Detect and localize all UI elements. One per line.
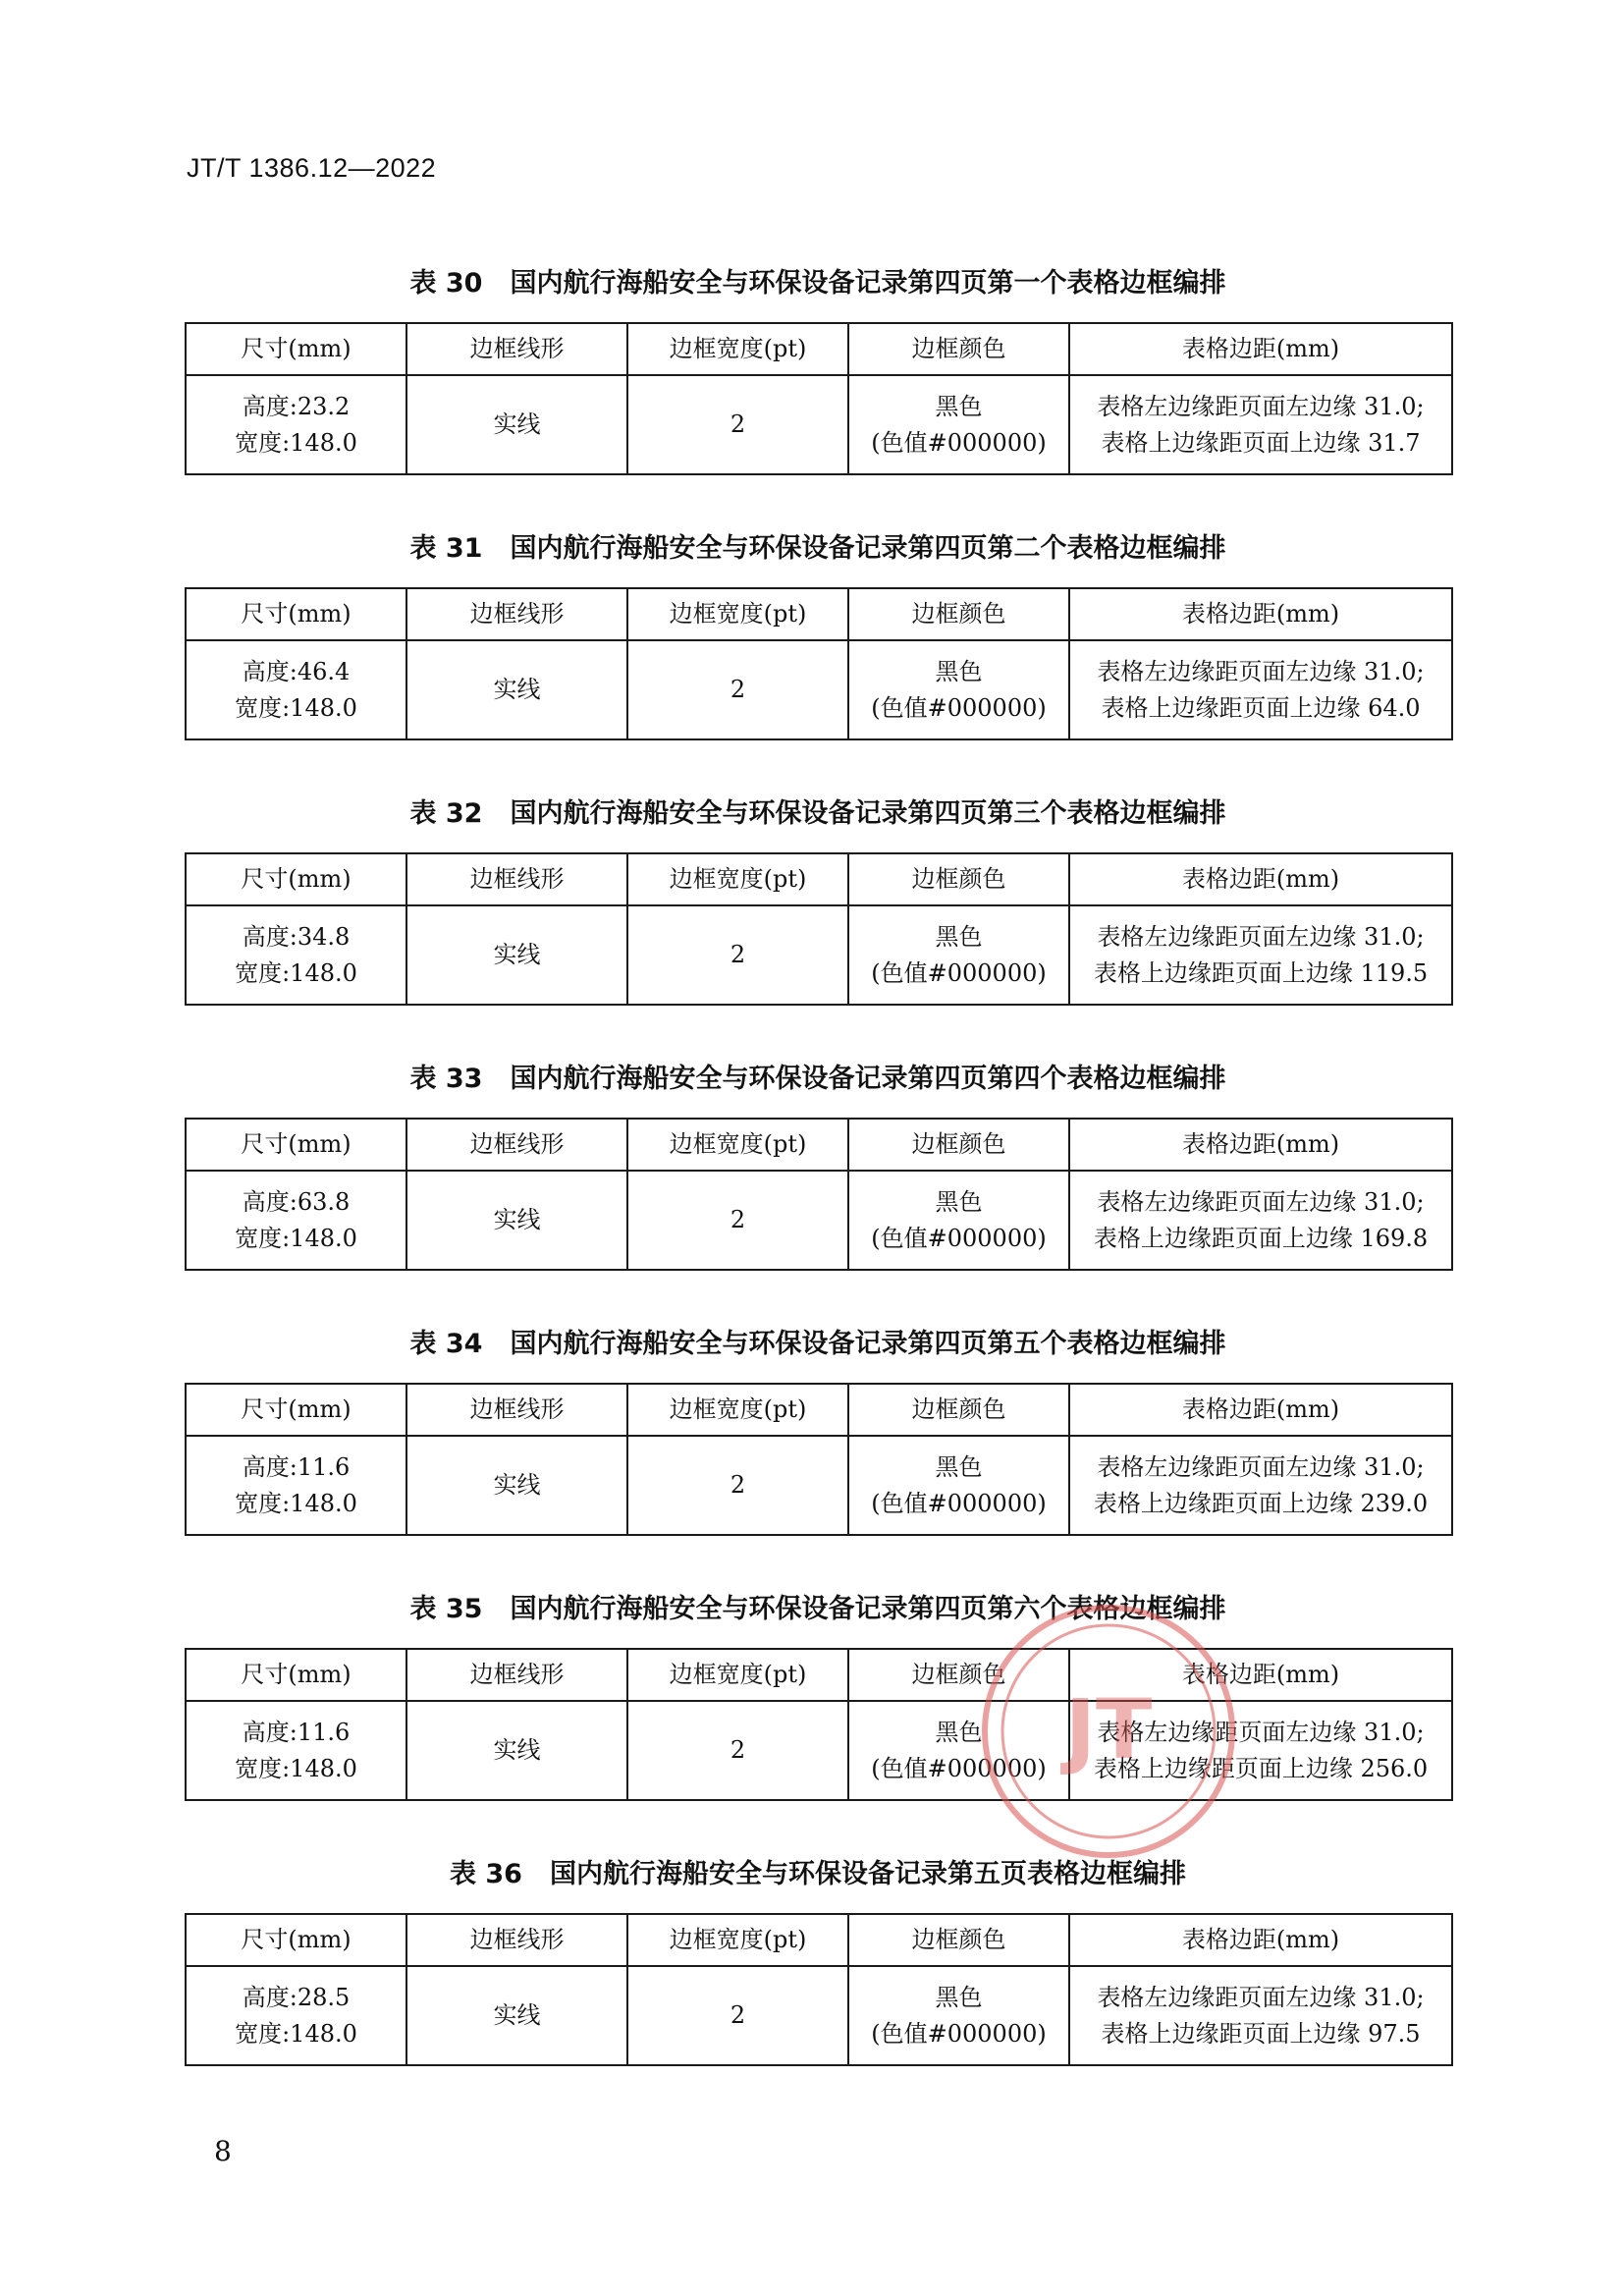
table-row (186, 905, 1452, 1005)
table-caption (185, 1852, 1451, 1890)
header-row (186, 1649, 1452, 1701)
table-row (186, 1966, 1452, 2065)
cell-line-width: 2 (627, 640, 848, 739)
cell-color: 黑色 (色值#000000) (848, 1436, 1069, 1535)
header-size: 尺寸(mm) (186, 1649, 406, 1701)
header-margin: 表格边距(mm) (1069, 1119, 1452, 1171)
table-title: 国内航行海船安全与环保设备记录第四页第二个表格边框编排 (510, 533, 1226, 564)
header-size: 尺寸(mm) (186, 853, 406, 905)
header-line-width: 边框宽度(pt) (627, 853, 848, 905)
table-title: 国内航行海船安全与环保设备记录第四页第四个表格边框编排 (510, 1064, 1226, 1094)
border-spec-table (185, 852, 1453, 1006)
table-row (186, 375, 1452, 474)
header-line-style: 边框线形 (406, 1384, 627, 1436)
table-title: 国内航行海船安全与环保设备记录第五页表格边框编排 (549, 1859, 1186, 1889)
cell-size: 高度:63.8 宽度:148.0 (186, 1171, 406, 1270)
cell-margin: 表格左边缘距页面左边缘 31.0; 表格上边缘距页面上边缘 97.5 (1069, 1966, 1452, 2065)
cell-line-width: 2 (627, 375, 848, 474)
header-size: 尺寸(mm) (186, 1384, 406, 1436)
cell-line-style: 实线 (406, 1966, 627, 2065)
header-size: 尺寸(mm) (186, 1119, 406, 1171)
table-caption (185, 1587, 1451, 1625)
header-line-width: 边框宽度(pt) (627, 1914, 848, 1966)
header-line-style: 边框线形 (406, 1914, 627, 1966)
header-margin: 表格边距(mm) (1069, 588, 1452, 640)
table-caption (185, 526, 1451, 565)
header-color: 边框颜色 (848, 1649, 1069, 1701)
header-line-width: 边框宽度(pt) (627, 1384, 848, 1436)
cell-size: 高度:23.2 宽度:148.0 (186, 375, 406, 474)
table-title: 国内航行海船安全与环保设备记录第四页第三个表格边框编排 (510, 798, 1226, 829)
border-spec-table (185, 1913, 1453, 2066)
cell-line-width: 2 (627, 905, 848, 1005)
table-caption (185, 1322, 1451, 1360)
header-margin: 表格边距(mm) (1069, 1649, 1452, 1701)
table-row (186, 640, 1452, 739)
border-spec-table (185, 587, 1453, 740)
header-row (186, 853, 1452, 905)
cell-margin: 表格左边缘距页面左边缘 31.0; 表格上边缘距页面上边缘 256.0 (1069, 1701, 1452, 1800)
border-spec-table (185, 322, 1453, 475)
cell-size: 高度:11.6 宽度:148.0 (186, 1701, 406, 1800)
page-number: 8 (214, 2135, 232, 2167)
table-row (186, 1701, 1452, 1800)
header-row (186, 323, 1452, 375)
header-color: 边框颜色 (848, 1914, 1069, 1966)
cell-line-style: 实线 (406, 1171, 627, 1270)
cell-margin: 表格左边缘距页面左边缘 31.0; 表格上边缘距页面上边缘 239.0 (1069, 1436, 1452, 1535)
header-line-style: 边框线形 (406, 853, 627, 905)
header-row (186, 1384, 1452, 1436)
table-number: 表 35 (409, 1594, 483, 1624)
table-caption (185, 261, 1451, 300)
table-number: 表 36 (450, 1859, 522, 1889)
cell-margin: 表格左边缘距页面左边缘 31.0; 表格上边缘距页面上边缘 64.0 (1069, 640, 1452, 739)
cell-line-style: 实线 (406, 375, 627, 474)
header-line-width: 边框宽度(pt) (627, 588, 848, 640)
cell-line-width: 2 (627, 1436, 848, 1535)
header-margin: 表格边距(mm) (1069, 1914, 1452, 1966)
header-color: 边框颜色 (848, 323, 1069, 375)
header-color: 边框颜色 (848, 1119, 1069, 1171)
header-line-width: 边框宽度(pt) (627, 1649, 848, 1701)
cell-color: 黑色 (色值#000000) (848, 905, 1069, 1005)
cell-color: 黑色 (色值#000000) (848, 1701, 1069, 1800)
border-spec-table (185, 1648, 1453, 1801)
header-color: 边框颜色 (848, 1384, 1069, 1436)
cell-color: 黑色 (色值#000000) (848, 640, 1069, 739)
table-title: 国内航行海船安全与环保设备记录第四页第一个表格边框编排 (510, 268, 1226, 299)
header-color: 边框颜色 (848, 853, 1069, 905)
header-margin: 表格边距(mm) (1069, 853, 1452, 905)
border-spec-table (185, 1383, 1453, 1536)
header-size: 尺寸(mm) (186, 323, 406, 375)
header-row (186, 588, 1452, 640)
cell-margin: 表格左边缘距页面左边缘 31.0; 表格上边缘距页面上边缘 119.5 (1069, 905, 1452, 1005)
table-number: 表 32 (409, 798, 483, 829)
cell-line-width: 2 (627, 1171, 848, 1270)
header-size: 尺寸(mm) (186, 1914, 406, 1966)
header-row (186, 1119, 1452, 1171)
cell-line-width: 2 (627, 1966, 848, 2065)
header-row (186, 1914, 1452, 1966)
cell-size: 高度:28.5 宽度:148.0 (186, 1966, 406, 2065)
cell-size: 高度:11.6 宽度:148.0 (186, 1436, 406, 1535)
cell-line-width: 2 (627, 1701, 848, 1800)
header-line-width: 边框宽度(pt) (627, 323, 848, 375)
table-caption (185, 1057, 1451, 1095)
header-size: 尺寸(mm) (186, 588, 406, 640)
cell-margin: 表格左边缘距页面左边缘 31.0; 表格上边缘距页面上边缘 169.8 (1069, 1171, 1452, 1270)
table-caption (185, 792, 1451, 830)
cell-line-style: 实线 (406, 640, 627, 739)
header-line-style: 边框线形 (406, 323, 627, 375)
cell-color: 黑色 (色值#000000) (848, 375, 1069, 474)
cell-color: 黑色 (色值#000000) (848, 1966, 1069, 2065)
standard-code-header: JT/T 1386.12—2022 (187, 153, 437, 183)
table-number: 表 31 (409, 533, 483, 564)
table-number: 表 30 (409, 268, 483, 299)
header-margin: 表格边距(mm) (1069, 323, 1452, 375)
cell-size: 高度:46.4 宽度:148.0 (186, 640, 406, 739)
header-line-width: 边框宽度(pt) (627, 1119, 848, 1171)
table-title: 国内航行海船安全与环保设备记录第四页第五个表格边框编排 (510, 1329, 1226, 1359)
table-number: 表 33 (409, 1064, 483, 1094)
header-color: 边框颜色 (848, 588, 1069, 640)
header-line-style: 边框线形 (406, 588, 627, 640)
table-row (186, 1171, 1452, 1270)
border-spec-table (185, 1118, 1453, 1271)
header-line-style: 边框线形 (406, 1649, 627, 1701)
cell-color: 黑色 (色值#000000) (848, 1171, 1069, 1270)
cell-size: 高度:34.8 宽度:148.0 (186, 905, 406, 1005)
header-margin: 表格边距(mm) (1069, 1384, 1452, 1436)
cell-line-style: 实线 (406, 1701, 627, 1800)
table-number: 表 34 (409, 1329, 483, 1359)
table-title: 国内航行海船安全与环保设备记录第四页第六个表格边框编排 (510, 1594, 1226, 1624)
table-row (186, 1436, 1452, 1535)
cell-margin: 表格左边缘距页面左边缘 31.0; 表格上边缘距页面上边缘 31.7 (1069, 375, 1452, 474)
cell-line-style: 实线 (406, 905, 627, 1005)
cell-line-style: 实线 (406, 1436, 627, 1535)
header-line-style: 边框线形 (406, 1119, 627, 1171)
stamp-text: JT (1064, 1681, 1153, 1777)
